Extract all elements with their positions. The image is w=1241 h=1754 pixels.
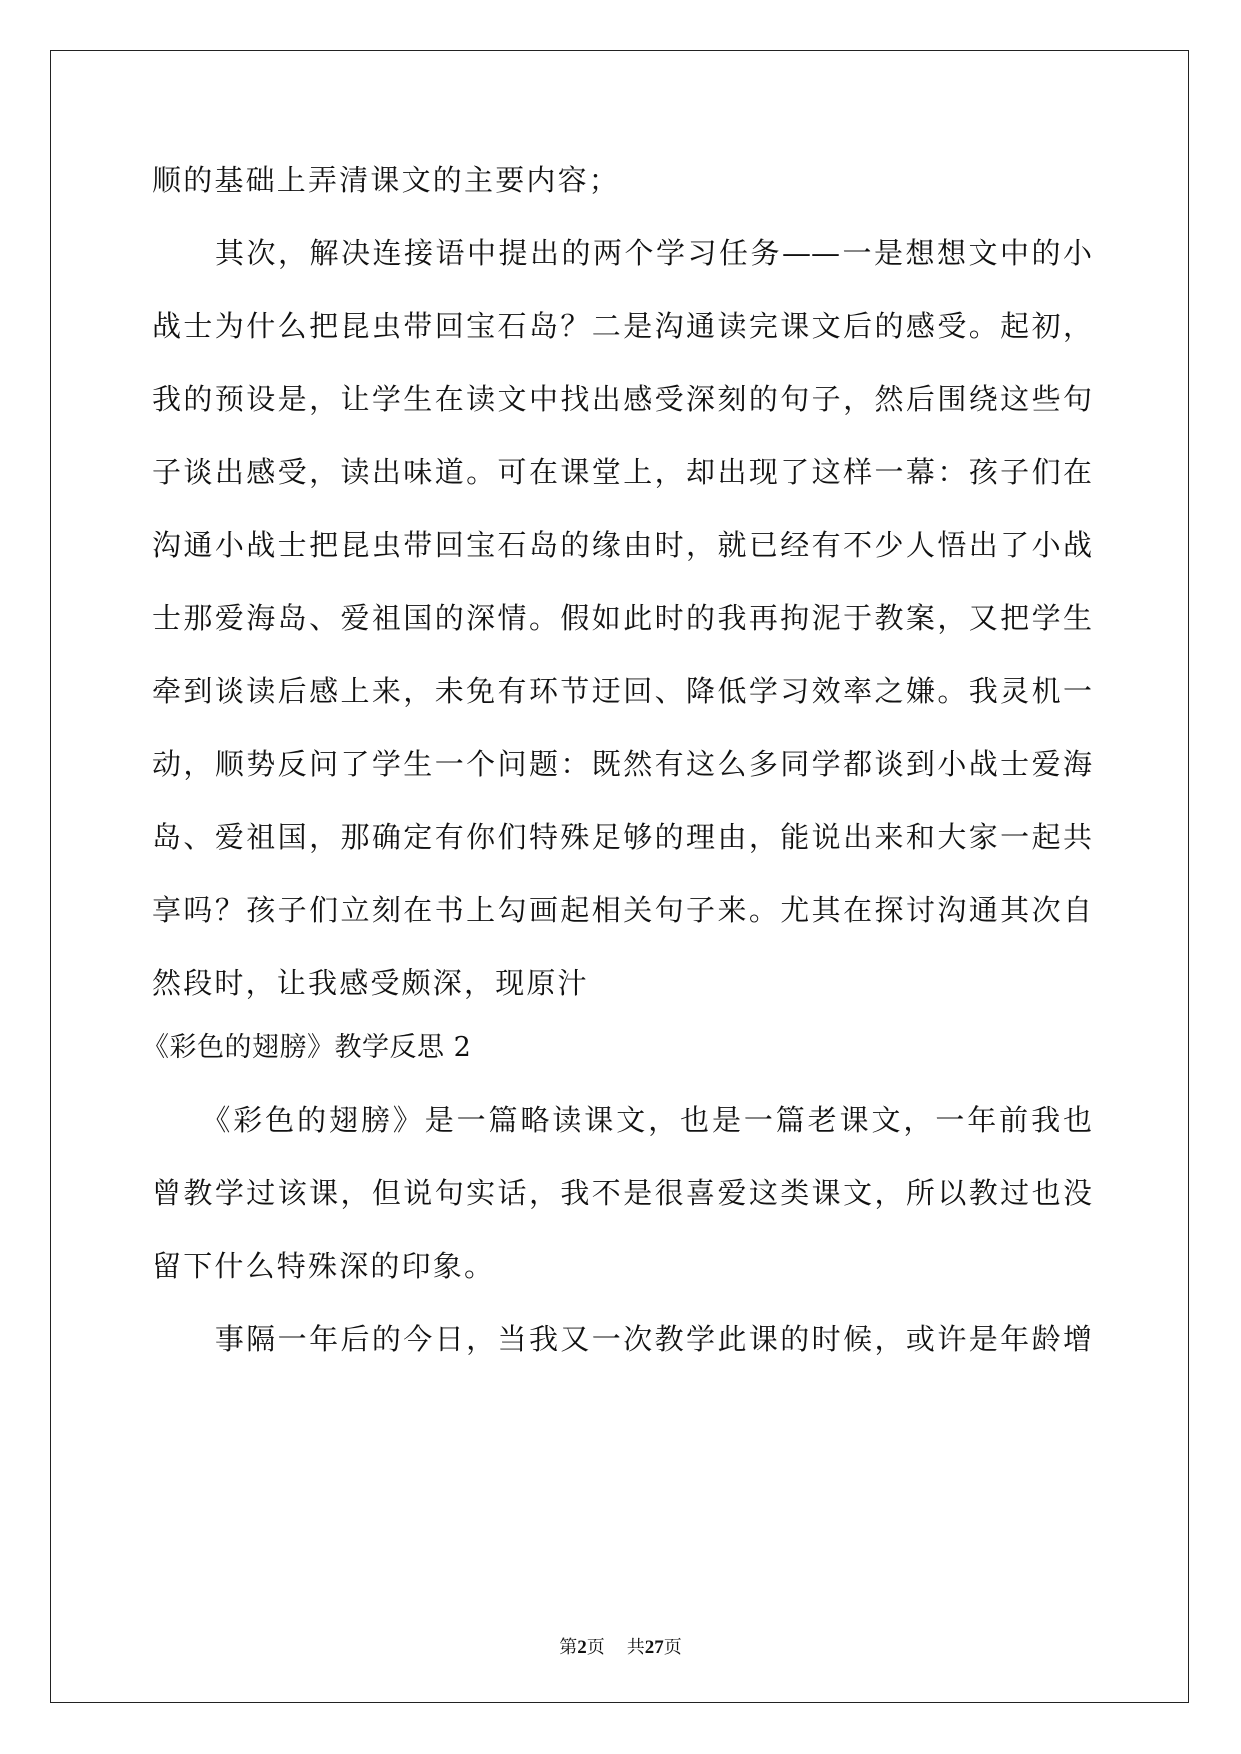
paragraph-line: 我的预设是，让学生在读文中找出感受深刻的句子，然后围绕这些句 bbox=[152, 382, 1092, 416]
paragraph-line: 然段时，让我感受颇深，现原汁 bbox=[152, 966, 589, 1000]
page-footer bbox=[0, 1636, 1241, 1660]
paragraph-line: 子谈出感受，读出味道。可在课堂上，却出现了这样一幕：孩子们在 bbox=[152, 455, 1092, 489]
paragraph-line: 战士为什么把昆虫带回宝石岛？二是沟通读完课文后的感受。起初， bbox=[152, 309, 1092, 343]
paragraph-line: 牵到谈读后感上来，未免有环节迂回、降低学习效率之嫌。我灵机一 bbox=[152, 674, 1092, 708]
footer-prefix: 第 bbox=[559, 1637, 578, 1658]
section-heading: 《彩色的翅膀》教学反思 2 bbox=[142, 1032, 472, 1063]
paragraph-line: 享吗？孩子们立刻在书上勾画起相关句子来。尤其在探讨沟通其次自 bbox=[152, 893, 1092, 927]
paragraph-line: 动，顺势反问了学生一个问题：既然有这么多同学都谈到小战士爱海 bbox=[152, 747, 1092, 781]
page-border bbox=[50, 50, 1189, 1703]
paragraph-line: 留下什么特殊深的印象。 bbox=[152, 1249, 496, 1283]
paragraph-line: 曾教学过该课，但说句实话，我不是很喜爱这类课文，所以教过也没 bbox=[152, 1176, 1092, 1210]
footer-total-pages: 27 bbox=[644, 1637, 664, 1658]
paragraph-line: 岛、爱祖国，那确定有你们特殊足够的理由，能说出来和大家一起共 bbox=[152, 820, 1092, 854]
footer-total-suffix: 页 bbox=[663, 1637, 682, 1658]
paragraph-line: 沟通小战士把昆虫带回宝石岛的缘由时，就已经有不少人悟出了小战 bbox=[152, 528, 1092, 562]
footer-page-number: 2 bbox=[577, 1637, 587, 1658]
paragraph-line: 事隔一年后的今日，当我又一次教学此课的时候，或许是年龄增 bbox=[152, 1322, 1092, 1356]
footer-total-prefix: 共 bbox=[626, 1637, 645, 1658]
paragraph-line: 士那爱海岛、爱祖国的深情。假如此时的我再拘泥于教案，又把学生 bbox=[152, 601, 1092, 635]
paragraph-line: 顺的基础上弄清课文的主要内容； bbox=[152, 163, 621, 197]
paragraph-line: 其次，解决连接语中提出的两个学习任务——一是想想文中的小 bbox=[152, 236, 1092, 270]
footer-page-suffix: 页 bbox=[586, 1637, 605, 1658]
paragraph-line: 《彩色的翅膀》是一篇略读课文，也是一篇老课文，一年前我也 bbox=[152, 1103, 1092, 1137]
